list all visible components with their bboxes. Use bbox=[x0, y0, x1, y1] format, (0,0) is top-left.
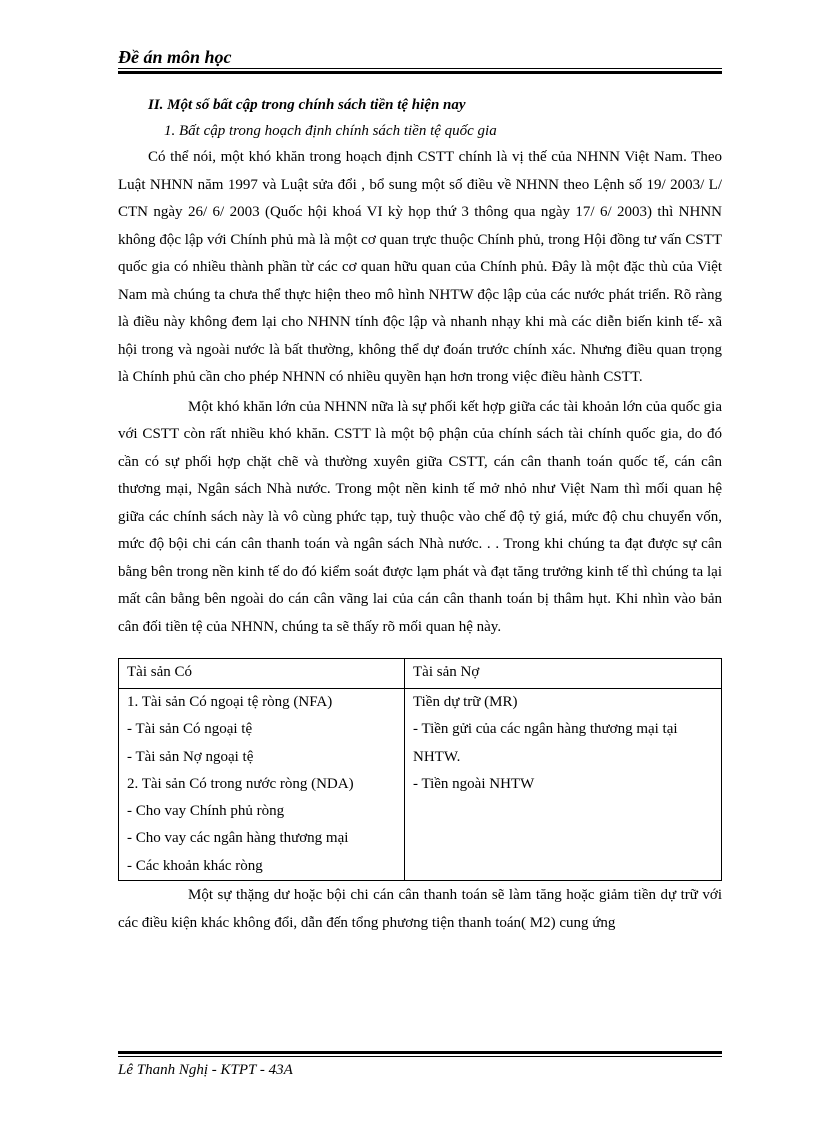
paragraph-1: Có thể nói, một khó khăn trong hoạch định CSTT chính là vị thế của NHNN Việt Nam. Theo Luật NHNN năm 1997 và Luật sửa đổi , bổ sung một số điều về NHNN theo Lệnh số 19/ 2003/ L/ CTN ngày 26/ 6/ 2003 (Quốc hội khoá VI kỳ họp thứ 3 thông qua ngày 17/ 6/ 2003) thì NHNN không độc lập với Chính phủ mà là một cơ quan trực thuộc Chính phủ, trong Hội đồng tư vấn CSTT quốc gia có nhiều thành phần từ các cơ quan hữu quan của Chính phủ. Đây là một đặc thù của Việt Nam mà chúng ta chưa thể thực hiện theo mô hình NHTW độc lập của các nước phát triển. Rõ ràng là điều này không đem lại cho NHNN tính độc lập và nhanh nhạy khi mà các diễn biến kinh tế- xã hội trong và ngoài nước là bất thường, không thể dự đoán trước chính xác. Nhưng điều quan trọng là Chính phủ cần cho phép NHNN có nhiều quyền hạn hơn trong việc điều hành CSTT. bbox=[118, 149, 722, 385]
table-header-assets: Tài sản Có bbox=[119, 659, 405, 689]
table-row bbox=[119, 689, 722, 881]
assets-cell bbox=[119, 689, 405, 881]
header-rule-thin bbox=[118, 68, 722, 69]
header-title: Đề án môn học bbox=[118, 47, 232, 67]
liabilities-cell bbox=[405, 689, 722, 881]
footer-rule-thin bbox=[118, 1056, 722, 1057]
asset-item: 2. Tài sản Có trong nước ròng (NDA) bbox=[127, 775, 354, 792]
asset-item: - Tài sản Nợ ngoại tệ bbox=[127, 748, 254, 765]
header-rule-thick bbox=[118, 71, 722, 74]
liability-item: - Tiền gửi của các ngân hàng thương mại tại NHTW. bbox=[413, 721, 678, 765]
page-body bbox=[118, 92, 722, 937]
page-header bbox=[118, 46, 722, 68]
asset-item: - Các khoản khác ròng bbox=[127, 857, 263, 874]
table-header-row bbox=[119, 659, 722, 689]
liability-item: - Tiền ngoài NHTW bbox=[413, 775, 535, 792]
paragraph-2: Một khó khăn lớn của NHNN nữa là sự phối kết hợp giữa các tài khoản lớn của quốc gia với CSTT còn rất nhiều khó khăn. CSTT là một bộ phận của chính sách tài chính quốc gia, do đó cần có sự phối hợp chặt chẽ và thường xuyên giữa CSTT, cán cân thanh toán quốc tế, cán cân thương mại, Ngân sách Nhà nước. Trong một nền kinh tế mở nhỏ như Việt Nam thì mối quan hệ giữa các chính sách này là vô cùng phức tạp, tuỳ thuộc vào chế độ tỷ giá, mức độ chu chuyển vốn, mức độ bội chi cán cân thanh toán và ngân sách Nhà nước. . . Trong khi chúng ta đạt được sự cân bằng bên trong nền kinh tế do đó kiểm soát được lạm phát và đạt tăng trưởng kinh tế thì chúng ta lại mất cân bằng bên ngoài do cán cân vãng lai của cán cân thanh toán bị thâm hụt. Khi nhìn vào bản cân đối tiền tệ của NHNN, chúng ta sẽ thấy rõ mối quan hệ này. bbox=[118, 398, 722, 635]
asset-item: 1. Tài sản Có ngoại tệ ròng (NFA) bbox=[127, 694, 333, 710]
asset-item: - Tài sản Có ngoại tệ bbox=[127, 721, 253, 738]
balance-sheet-table bbox=[118, 658, 722, 881]
paragraph-3: Một sự thặng dư hoặc bội chi cán cân thanh toán sẽ làm tăng hoặc giảm tiền dự trữ với các điều kiện khác không đổi, dẫn đến tổng phương tiện thanh toán( M2) cung ứng bbox=[118, 887, 722, 931]
asset-item: - Cho vay các ngân hàng thương mại bbox=[127, 830, 349, 847]
page-footer: Lê Thanh Nghị - KTPT - 43A bbox=[118, 1062, 293, 1078]
footer-rule-thick bbox=[118, 1051, 722, 1054]
asset-item: - Cho vay Chính phủ ròng bbox=[127, 803, 285, 820]
section-heading: II. Một số bất cập trong chính sách tiền tệ hiện nay bbox=[148, 97, 466, 113]
section-subheading: 1. Bất cập trong hoạch định chính sách tiền tệ quốc gia bbox=[164, 123, 497, 139]
table-header-liabilities: Tài sản Nợ bbox=[405, 659, 722, 689]
liability-item: Tiền dự trữ (MR) bbox=[413, 694, 518, 710]
